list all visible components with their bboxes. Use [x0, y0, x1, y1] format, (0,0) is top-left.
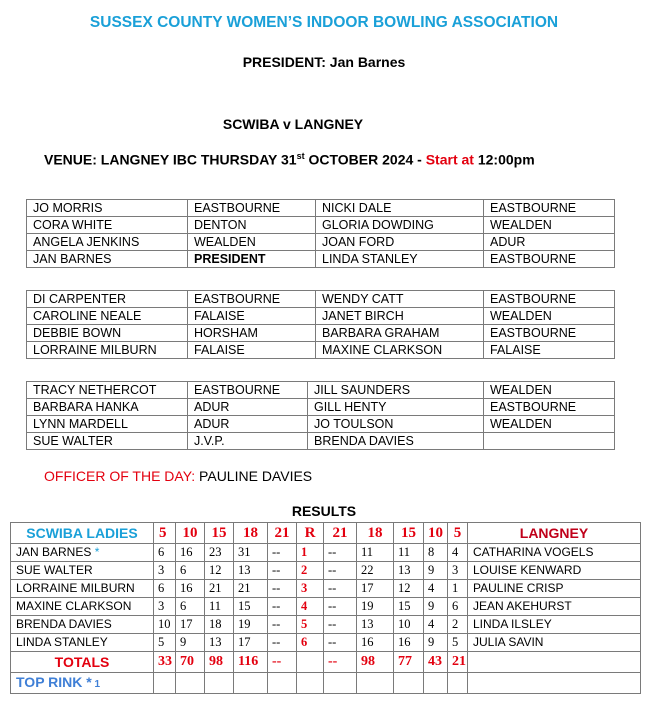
score-cell: 1: [448, 580, 468, 598]
player-name: BARBARA GRAHAM: [316, 325, 484, 342]
player-club: ADUR: [188, 399, 308, 416]
player-club: DENTON: [188, 217, 316, 234]
empty-cell: [176, 673, 205, 694]
score-cell: 16: [176, 544, 205, 562]
result-row: [11, 544, 641, 562]
score-cell: 15: [394, 598, 424, 616]
score-cell: --: [268, 616, 297, 634]
table-row: [27, 251, 615, 268]
score-cell: 9: [424, 562, 448, 580]
player-club: WEALDEN: [484, 382, 615, 399]
empty-cell: [268, 673, 297, 694]
rink-number: 6: [297, 634, 324, 652]
score-cell: --: [324, 544, 357, 562]
score-cell: 11: [205, 598, 234, 616]
player-club: EASTBOURNE: [188, 382, 308, 399]
player-club: J.V.P.: [188, 433, 308, 450]
score-cell: --: [324, 580, 357, 598]
player-club: ADUR: [484, 234, 615, 251]
officer-label: OFFICER OF THE DAY:: [44, 468, 196, 484]
result-row: [11, 598, 641, 616]
end-header: 10: [176, 523, 205, 544]
empty-cell: [205, 673, 234, 694]
rink-number: 1: [297, 544, 324, 562]
result-row: [11, 616, 641, 634]
top-rink-number: 1: [91, 678, 101, 690]
player-club: FALAISE: [484, 342, 615, 359]
total-cell: --: [324, 652, 357, 673]
player-name: CAROLINE NEALE: [27, 308, 188, 325]
rink-number: 3: [297, 580, 324, 598]
score-cell: 11: [394, 544, 424, 562]
total-cell: [297, 652, 324, 673]
table-row: [27, 217, 615, 234]
score-cell: 16: [176, 580, 205, 598]
player-name: JO TOULSON: [308, 416, 484, 433]
score-cell: --: [268, 580, 297, 598]
date-suffix: st: [296, 151, 305, 161]
end-header: 10: [424, 523, 448, 544]
score-cell: 3: [448, 562, 468, 580]
score-cell: 12: [205, 562, 234, 580]
score-cell: 10: [154, 616, 176, 634]
score-cell: 4: [424, 616, 448, 634]
top-rink-label: [11, 673, 154, 694]
table-row: [27, 416, 615, 433]
team-group-3: [26, 381, 615, 450]
home-player-name: BRENDA DAVIES: [16, 617, 112, 631]
player-club: EASTBOURNE: [484, 291, 615, 308]
score-cell: 2: [448, 616, 468, 634]
venue-line: [44, 151, 535, 168]
player-club: WEALDEN: [188, 234, 316, 251]
match-title: SCWIBA v LANGNEY: [222, 116, 364, 132]
score-cell: 13: [394, 562, 424, 580]
player-club: WEALDEN: [484, 416, 615, 433]
score-cell: 6: [176, 562, 205, 580]
score-cell: 22: [357, 562, 394, 580]
player-club: EASTBOURNE: [484, 251, 615, 268]
score-cell: --: [324, 598, 357, 616]
end-header: 15: [394, 523, 424, 544]
empty-cell: [394, 673, 424, 694]
player-name: DI CARPENTER: [27, 291, 188, 308]
end-header: 18: [234, 523, 268, 544]
home-team-label: SCWIBA LADIES: [11, 523, 154, 544]
top-rink-row: [11, 673, 641, 694]
table-row: [27, 433, 615, 450]
score-cell: 6: [154, 580, 176, 598]
away-player: PAULINE CRISP: [468, 580, 641, 598]
results-table: [10, 522, 641, 694]
empty-cell: [297, 673, 324, 694]
player-name: WENDY CATT: [316, 291, 484, 308]
score-cell: 3: [154, 598, 176, 616]
score-cell: 13: [234, 562, 268, 580]
start-label: Start at: [425, 151, 474, 168]
away-player: JEAN AKEHURST: [468, 598, 641, 616]
result-row: [11, 562, 641, 580]
score-cell: --: [324, 562, 357, 580]
table-row: [27, 234, 615, 251]
player-name: CORA WHITE: [27, 217, 188, 234]
score-cell: --: [268, 544, 297, 562]
score-cell: 21: [234, 580, 268, 598]
end-header: 5: [154, 523, 176, 544]
total-cell: 33: [154, 652, 176, 673]
score-cell: 6: [176, 598, 205, 616]
player-name: ANGELA JENKINS: [27, 234, 188, 251]
score-cell: 4: [448, 544, 468, 562]
empty-cell: [234, 673, 268, 694]
team-group-1: [26, 199, 615, 268]
player-name: NICKI DALE: [316, 200, 484, 217]
player-name: MAXINE CLARKSON: [316, 342, 484, 359]
officer-name: PAULINE DAVIES: [195, 468, 313, 484]
table-row: [27, 291, 615, 308]
score-cell: 17: [234, 634, 268, 652]
home-player: [11, 634, 154, 652]
table-row: [27, 382, 615, 399]
rink-number: 2: [297, 562, 324, 580]
home-player-name: LINDA STANLEY: [16, 635, 108, 649]
home-player: [11, 580, 154, 598]
score-cell: 17: [176, 616, 205, 634]
table-row: [27, 200, 615, 217]
empty-cell: [154, 673, 176, 694]
empty-cell: [324, 673, 357, 694]
player-club: EASTBOURNE: [484, 325, 615, 342]
rink-number: 4: [297, 598, 324, 616]
home-player-name: MAXINE CLARKSON: [16, 599, 132, 613]
score-cell: --: [268, 634, 297, 652]
player-name: JOAN FORD: [316, 234, 484, 251]
end-header: 18: [357, 523, 394, 544]
player-name: TRACY NETHERCOT: [27, 382, 188, 399]
player-name: BARBARA HANKA: [27, 399, 188, 416]
score-cell: 19: [234, 616, 268, 634]
score-cell: 21: [205, 580, 234, 598]
away-player: JULIA SAVIN: [468, 634, 641, 652]
score-cell: 16: [394, 634, 424, 652]
score-cell: 13: [205, 634, 234, 652]
score-cell: 3: [154, 562, 176, 580]
away-player: LOUISE KENWARD: [468, 562, 641, 580]
away-team-label: LANGNEY: [468, 523, 641, 544]
score-cell: 12: [394, 580, 424, 598]
empty-cell: [424, 673, 448, 694]
score-cell: --: [324, 634, 357, 652]
player-name: SUE WALTER: [27, 433, 188, 450]
home-player-name: SUE WALTER: [16, 563, 93, 577]
player-name: LYNN MARDELL: [27, 416, 188, 433]
score-cell: 6: [448, 598, 468, 616]
table-row: [27, 399, 615, 416]
result-row: [11, 634, 641, 652]
home-player: [11, 616, 154, 634]
empty-cell: [468, 673, 641, 694]
away-player: LINDA ILSLEY: [468, 616, 641, 634]
player-club: PRESIDENT: [188, 251, 316, 268]
score-cell: 15: [234, 598, 268, 616]
home-player: [11, 544, 154, 562]
score-cell: 5: [448, 634, 468, 652]
player-club: WEALDEN: [484, 308, 615, 325]
rink-number: 5: [297, 616, 324, 634]
player-club: EASTBOURNE: [484, 399, 615, 416]
score-cell: 10: [394, 616, 424, 634]
score-cell: 9: [424, 598, 448, 616]
results-header-row: [11, 523, 641, 544]
score-cell: 18: [205, 616, 234, 634]
start-time: 12:00pm: [473, 151, 535, 168]
totals-blank: [468, 652, 641, 673]
total-cell: 70: [176, 652, 205, 673]
totals-row: [11, 652, 641, 673]
player-name: JILL SAUNDERS: [308, 382, 484, 399]
total-cell: 116: [234, 652, 268, 673]
player-name: LORRAINE MILBURN: [27, 342, 188, 359]
score-cell: 4: [424, 580, 448, 598]
player-club: FALAISE: [188, 308, 316, 325]
results-title: RESULTS: [291, 503, 357, 519]
officer-of-day: [44, 468, 312, 484]
top-rink-marker: *: [91, 545, 100, 559]
total-cell: --: [268, 652, 297, 673]
score-cell: --: [268, 562, 297, 580]
score-cell: --: [324, 616, 357, 634]
score-cell: 13: [357, 616, 394, 634]
away-player: CATHARINA VOGELS: [468, 544, 641, 562]
end-header: 21: [268, 523, 297, 544]
score-cell: 11: [357, 544, 394, 562]
total-cell: 43: [424, 652, 448, 673]
player-club: WEALDEN: [484, 217, 615, 234]
score-cell: 9: [424, 634, 448, 652]
score-cell: 31: [234, 544, 268, 562]
totals-label: TOTALS: [11, 652, 154, 673]
association-title: SUSSEX COUNTY WOMEN’S INDOOR BOWLING ASSOCIATION: [89, 14, 559, 31]
player-name: JAN BARNES: [27, 251, 188, 268]
home-player: [11, 562, 154, 580]
player-name: JANET BIRCH: [316, 308, 484, 325]
empty-cell: [357, 673, 394, 694]
home-player: [11, 598, 154, 616]
venue-date: OCTOBER 2024 -: [304, 151, 426, 168]
player-club: EASTBOURNE: [188, 200, 316, 217]
player-club: EASTBOURNE: [188, 291, 316, 308]
total-cell: 21: [448, 652, 468, 673]
empty-cell: [448, 673, 468, 694]
end-header: 21: [324, 523, 357, 544]
score-cell: 8: [424, 544, 448, 562]
home-player-name: JAN BARNES: [16, 545, 92, 559]
president-line: PRESIDENT: Jan Barnes: [242, 54, 406, 70]
table-row: [27, 342, 615, 359]
end-header: R: [297, 523, 324, 544]
total-cell: 98: [357, 652, 394, 673]
end-header: 15: [205, 523, 234, 544]
player-club: FALAISE: [188, 342, 316, 359]
score-cell: 9: [176, 634, 205, 652]
table-row: [27, 325, 615, 342]
player-name: JO MORRIS: [27, 200, 188, 217]
player-name: LINDA STANLEY: [316, 251, 484, 268]
player-name: DEBBIE BOWN: [27, 325, 188, 342]
player-name: BRENDA DAVIES: [308, 433, 484, 450]
score-cell: 17: [357, 580, 394, 598]
table-row: [27, 308, 615, 325]
result-row: [11, 580, 641, 598]
player-name: GILL HENTY: [308, 399, 484, 416]
score-cell: --: [268, 598, 297, 616]
top-rink-text: TOP RINK: [16, 673, 83, 690]
venue-prefix: VENUE: LANGNEY IBC THURSDAY 31: [44, 151, 297, 168]
total-cell: 98: [205, 652, 234, 673]
home-player-name: LORRAINE MILBURN: [16, 581, 135, 595]
score-cell: 16: [357, 634, 394, 652]
end-header: 5: [448, 523, 468, 544]
team-group-2: [26, 290, 615, 359]
score-cell: 19: [357, 598, 394, 616]
player-club: ADUR: [188, 416, 308, 433]
score-cell: 5: [154, 634, 176, 652]
player-club: HORSHAM: [188, 325, 316, 342]
player-club: EASTBOURNE: [484, 200, 615, 217]
score-cell: 23: [205, 544, 234, 562]
player-club: [484, 433, 615, 450]
score-cell: 6: [154, 544, 176, 562]
total-cell: 77: [394, 652, 424, 673]
player-name: GLORIA DOWDING: [316, 217, 484, 234]
top-rink-star: *: [82, 673, 92, 690]
